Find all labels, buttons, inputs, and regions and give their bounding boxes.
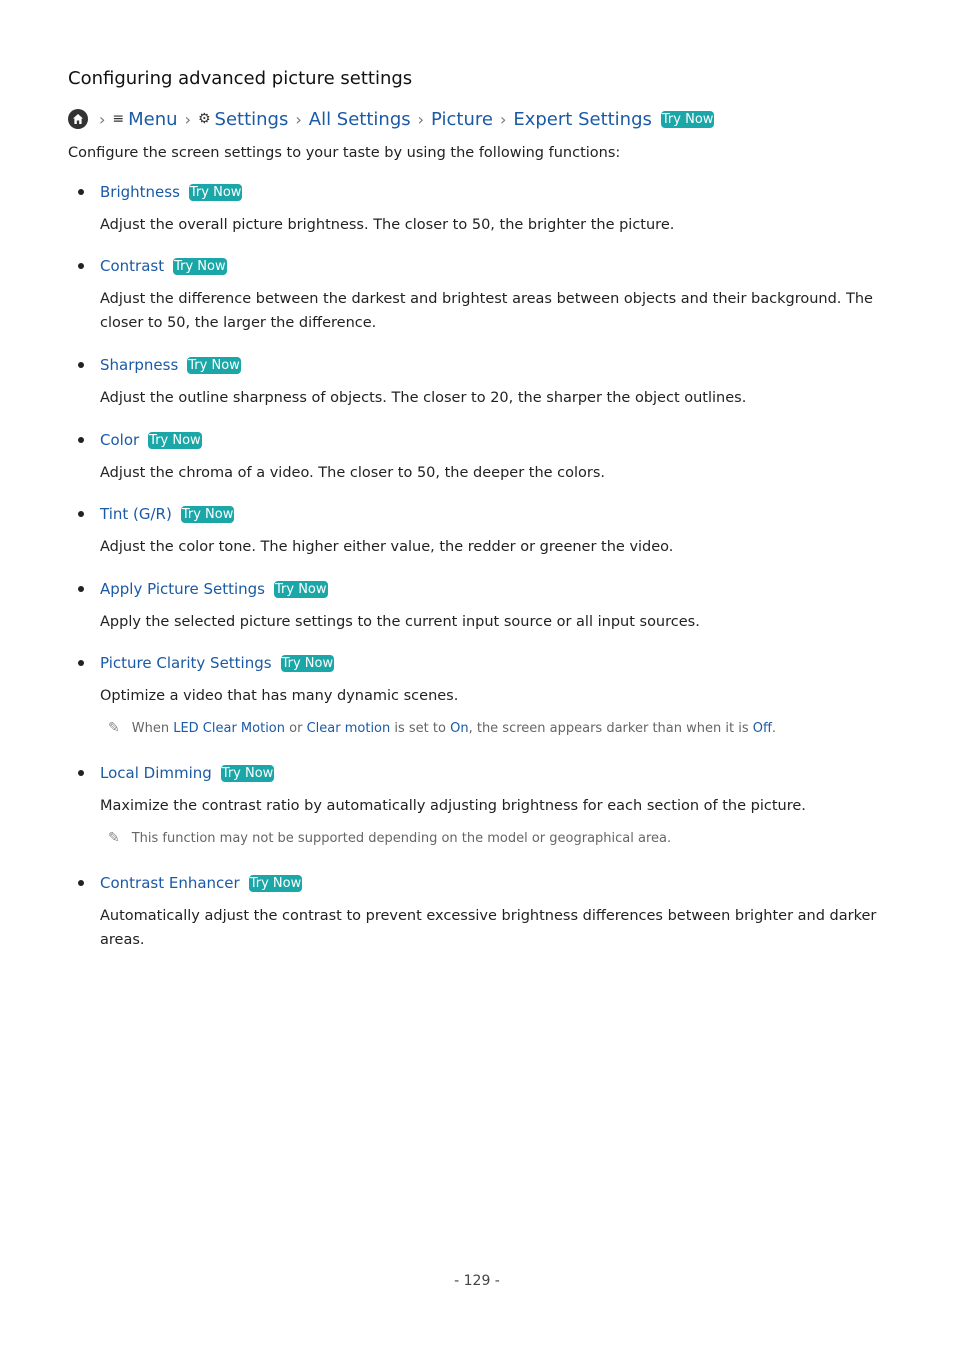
try-now-button[interactable]: Try Now <box>221 765 274 781</box>
item-description: Automatically adjust the contrast to prevent excessive brightness differences between brighter and darker areas. <box>100 908 877 948</box>
breadcrumb-expert-settings[interactable]: Expert Settings <box>513 108 652 130</box>
note-highlight: On <box>450 720 469 736</box>
item-description: Adjust the difference between the darkest and brightest areas between objects and their background. The closer to 50, the larger the difference. <box>100 291 873 331</box>
item-description: Adjust the chroma of a video. The closer to 50, the deeper the colors. <box>100 465 606 481</box>
bullet <box>78 437 84 443</box>
item-description: Maximize the contrast ratio by automatically adjusting brightness for each section of the picture. <box>100 798 806 814</box>
bullet <box>78 189 84 195</box>
try-now-button[interactable]: Try Now <box>174 258 226 274</box>
try-now-button[interactable]: Try Now <box>181 506 234 522</box>
menu-icon: ≡ <box>112 111 125 127</box>
list-item <box>68 578 888 634</box>
try-now-button[interactable]: Try Now <box>188 357 240 373</box>
chevron-right-icon: › <box>417 109 425 129</box>
chevron-right-icon: › <box>99 109 106 129</box>
item-contrast-link[interactable]: Contrast <box>100 257 165 275</box>
list-item <box>68 872 888 952</box>
list-item <box>68 181 888 237</box>
try-now-button[interactable]: Try Now <box>661 111 714 127</box>
note-highlight: LED Clear Motion <box>173 720 286 736</box>
try-now-button[interactable]: Try Now <box>149 432 201 448</box>
item-tint-link[interactable]: Tint (G/R) <box>100 505 172 523</box>
breadcrumb-picture[interactable]: Picture <box>431 108 493 130</box>
item-local-dimming-link[interactable]: Local Dimming <box>100 764 212 782</box>
list-item <box>68 255 888 335</box>
item-description: Adjust the overall picture brightness. The closer to 50, the brighter the picture. <box>100 217 675 233</box>
item-brightness-link[interactable]: Brightness <box>100 183 180 201</box>
item-apply-picture-settings-link[interactable]: Apply Picture Settings <box>100 580 265 598</box>
breadcrumb-settings[interactable]: Settings <box>214 108 289 130</box>
try-now-button[interactable]: Try Now <box>281 655 334 671</box>
item-picture-clarity-settings-link[interactable]: Picture Clarity Settings <box>100 654 272 672</box>
page-number: - 129 - <box>454 1273 500 1289</box>
note <box>108 830 888 846</box>
item-contrast-enhancer-link[interactable]: Contrast Enhancer <box>100 874 240 892</box>
list-item <box>68 354 888 410</box>
try-now-button[interactable]: Try Now <box>189 184 242 200</box>
home-icon[interactable] <box>68 109 88 129</box>
intro-text: Configure the screen settings to your taste by using the following functions: <box>68 145 621 161</box>
try-now-button[interactable]: Try Now <box>275 581 327 597</box>
breadcrumb <box>68 105 714 133</box>
note-text: When LED Clear Motion or Clear motion is set to On, the screen appears darker than when it is Off. <box>131 720 777 736</box>
bullet <box>78 511 84 517</box>
list-item <box>68 503 888 559</box>
bullet <box>78 586 84 592</box>
note-highlight: Off <box>752 720 772 736</box>
try-now-button[interactable]: Try Now <box>249 875 302 891</box>
item-description: Adjust the color tone. The higher either value, the redder or greener the video. <box>100 539 674 555</box>
item-description: Adjust the outline sharpness of objects. The closer to 20, the sharper the object outlines. <box>100 390 747 406</box>
bullet <box>78 362 84 368</box>
list-item <box>68 652 888 736</box>
note-highlight: Clear motion <box>306 720 391 736</box>
breadcrumb-menu[interactable]: Menu <box>128 108 178 130</box>
pencil-icon: ✎ <box>108 830 120 846</box>
breadcrumb-all-settings[interactable]: All Settings <box>308 108 411 130</box>
item-description: Apply the selected picture settings to the current input source or all input sources. <box>100 614 700 630</box>
pencil-icon: ✎ <box>108 720 120 736</box>
chevron-right-icon: › <box>184 109 191 129</box>
chevron-right-icon: › <box>499 109 507 129</box>
item-color-link[interactable]: Color <box>100 431 140 449</box>
section-title: Configuring advanced picture settings <box>68 68 413 89</box>
chevron-right-icon: › <box>295 109 302 129</box>
item-description: Optimize a video that has many dynamic scenes. <box>100 688 459 704</box>
bullet <box>78 660 84 666</box>
list-item <box>68 762 888 846</box>
note-text: This function may not be supported depending on the model or geographical area. <box>131 830 672 846</box>
note <box>108 720 888 736</box>
settings-icon: ⚙ <box>197 111 211 127</box>
bullet <box>78 770 84 776</box>
bullet <box>78 263 84 269</box>
list-item <box>68 429 888 485</box>
bullet <box>78 880 84 886</box>
item-sharpness-link[interactable]: Sharpness <box>100 356 179 374</box>
